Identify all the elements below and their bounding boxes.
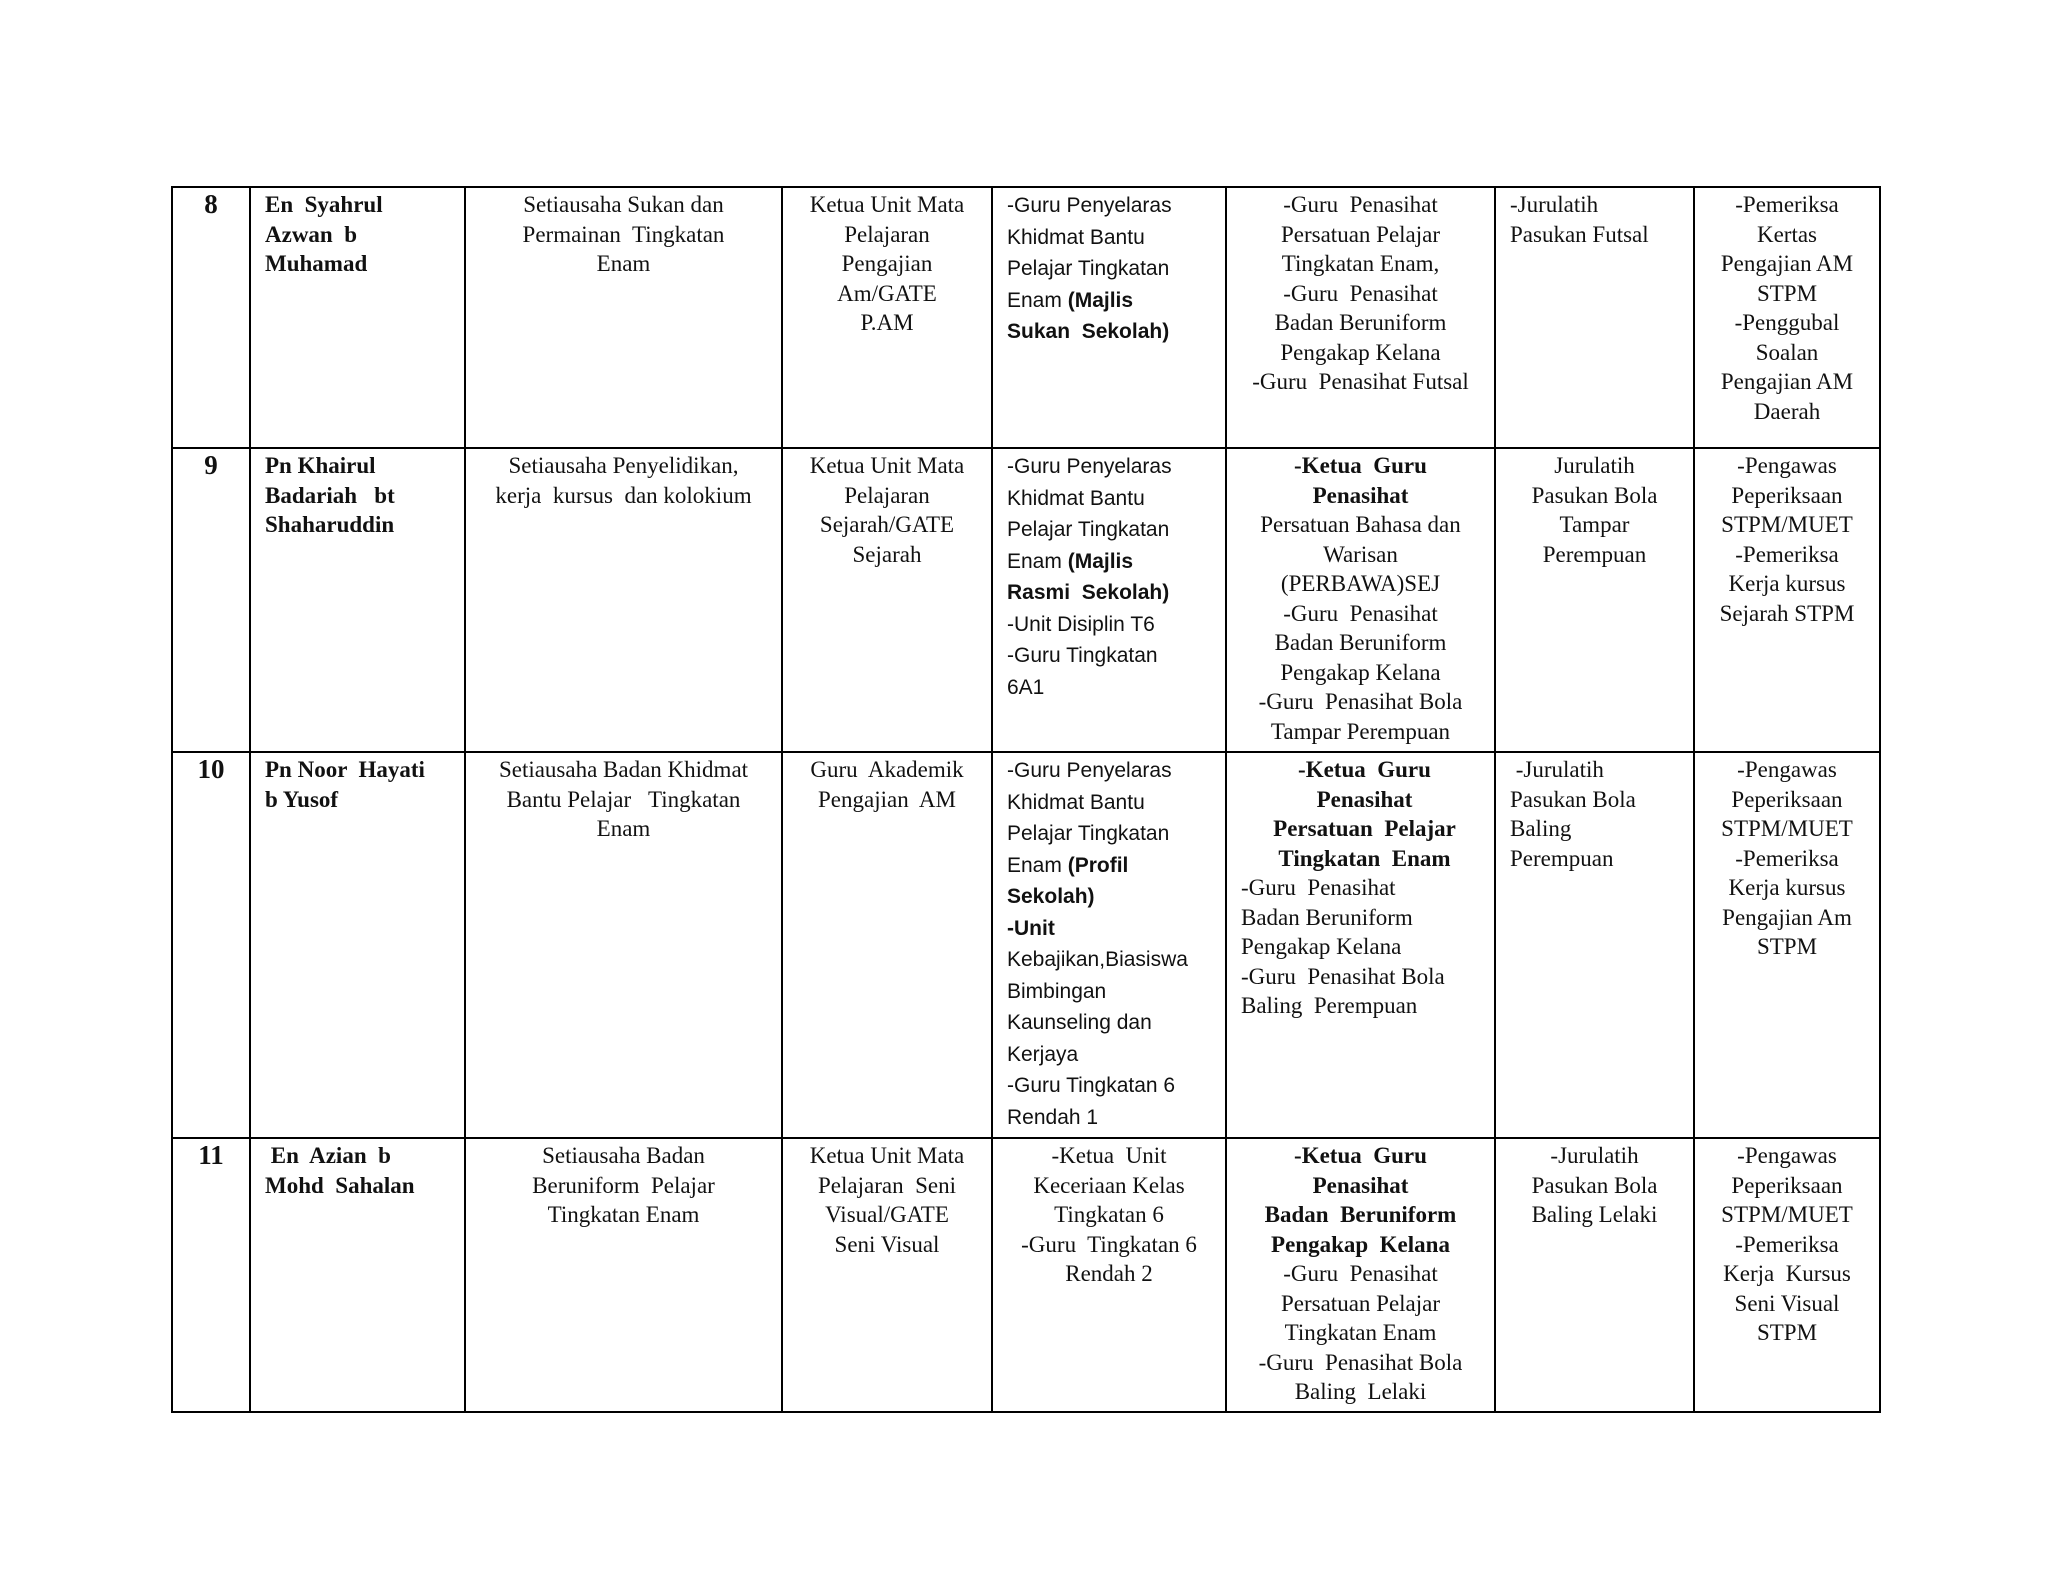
cell-line <box>1233 717 1488 747</box>
coach-role <box>1495 187 1694 448</box>
cell-line <box>1007 483 1219 515</box>
teacher-name <box>250 187 465 448</box>
cell-line: Peperiksaan <box>1731 1172 1843 1198</box>
cell-text: Kaunseling dan <box>1007 1011 1152 1034</box>
cell-line: -Jurulatih <box>1550 1143 1639 1168</box>
table-row <box>172 752 1880 1138</box>
cell-text: Tampar Perempuan <box>1270 718 1451 744</box>
cell-line <box>1007 1039 1219 1071</box>
cell-line: Ketua Unit Mata <box>809 192 965 217</box>
cell-line: STPM/MUET <box>1721 1202 1853 1227</box>
cell-text-bold: (Majlis <box>1067 288 1134 312</box>
cell-text: Pelajar Tingkatan <box>1007 257 1170 280</box>
cell-line <box>1233 599 1488 629</box>
teacher-name <box>250 752 465 1138</box>
cell-line: Beruniform Pelajar <box>532 1172 715 1198</box>
cell-line: Pn Khairul <box>265 453 376 478</box>
cell-line <box>1241 814 1488 844</box>
cell-line <box>1233 1377 1488 1407</box>
cell-line <box>1007 316 1219 348</box>
cell-text: Tingkatan Enam <box>1284 1320 1437 1345</box>
cell-line <box>1007 672 1219 704</box>
cell-text-bold: Penasihat <box>1312 482 1409 508</box>
cell-text: Badan Beruniform <box>1241 904 1413 930</box>
cell-text: Bimbingan <box>1007 979 1107 1003</box>
cell-line <box>1007 609 1219 641</box>
cell-text-bold: Tingkatan Enam <box>1278 845 1451 871</box>
cell-line <box>999 1230 1219 1260</box>
cell-line: Jurulatih <box>1554 453 1635 478</box>
cell-line: Daerah <box>1753 398 1821 424</box>
cell-line: Pengajian <box>841 251 933 276</box>
cell-line <box>1007 577 1219 609</box>
advisor-role <box>1226 187 1495 448</box>
cell-text-bold: -Unit <box>1007 916 1055 940</box>
cell-text: Pelajar Tingkatan <box>1007 822 1170 845</box>
cell-line <box>1007 787 1219 819</box>
cell-line <box>1007 222 1219 254</box>
cell-text: Baling Perempuan <box>1241 993 1418 1018</box>
cell-text: -Guru Penasihat Bola <box>1258 1349 1463 1375</box>
cell-line: Setiausaha Sukan dan <box>523 192 724 217</box>
cell-line: Perempuan <box>1510 845 1614 871</box>
cell-text: Pengakap Kelana <box>1280 339 1441 365</box>
cell-line: Setiausaha Penyelidikan, <box>508 453 739 478</box>
cell-line: Enam <box>596 251 651 276</box>
coordinator-role <box>992 448 1226 752</box>
cell-line <box>1233 451 1488 481</box>
row-number: 10 <box>172 752 250 1138</box>
cell-text: -Guru Penasihat Futsal <box>1252 369 1469 394</box>
cell-line: En Syahrul <box>265 192 383 217</box>
cell-line <box>1241 991 1488 1021</box>
cell-text-bold: Sekolah) <box>1007 885 1095 908</box>
cell-line: Shaharuddin <box>265 512 395 537</box>
cell-line <box>1233 687 1488 717</box>
cell-line: Setiausaha Badan <box>542 1143 705 1168</box>
cell-text: -Guru Penasihat <box>1283 1261 1438 1286</box>
cell-line <box>1233 1318 1488 1348</box>
cell-line <box>1233 628 1488 658</box>
cell-line: Azwan b <box>265 221 358 247</box>
cell-line: Pengajian AM <box>818 786 956 812</box>
cell-text: Persatuan Pelajar <box>1280 1290 1441 1316</box>
cell-line: Kerja Kursus <box>1723 1261 1851 1286</box>
cell-line: Enam <box>596 816 651 841</box>
cell-line: Tampar <box>1559 512 1630 537</box>
cell-line <box>1241 932 1488 962</box>
cell-text-bold: -Ketua Guru <box>1294 453 1427 478</box>
cell-line <box>1233 1259 1488 1289</box>
cell-line <box>999 1259 1219 1289</box>
cell-line: STPM <box>1756 280 1818 306</box>
cell-text: Enam <box>1007 288 1068 312</box>
cell-line <box>1007 944 1219 976</box>
cell-line <box>1007 976 1219 1008</box>
exam-role <box>1694 752 1880 1138</box>
cell-line: Badariah bt <box>265 482 395 508</box>
cell-line: Pengajian AM <box>1720 369 1854 394</box>
cell-line <box>1233 1141 1488 1171</box>
cell-text: Khidmat Bantu <box>1007 225 1145 249</box>
cell-text-bold: -Ketua Guru <box>1294 1143 1427 1168</box>
cell-line <box>1007 451 1219 483</box>
cell-text-bold: (Profil <box>1067 853 1129 877</box>
cell-text: -Guru Penasihat <box>1283 600 1438 626</box>
cell-line <box>1241 785 1488 815</box>
cell-line <box>1233 279 1488 309</box>
cell-text-bold: Penasihat <box>1312 1172 1409 1198</box>
secretary-role <box>465 448 782 752</box>
cell-line <box>1007 818 1219 850</box>
coordinator-role <box>992 752 1226 1138</box>
duty-table <box>171 186 1881 1413</box>
cell-line <box>1233 338 1488 368</box>
cell-line: Kerja kursus <box>1728 571 1846 596</box>
cell-text: -Unit Disiplin T6 <box>1007 612 1155 636</box>
cell-line: Baling Lelaki <box>1531 1202 1658 1227</box>
coach-role <box>1495 448 1694 752</box>
subject-unit-role <box>782 187 992 448</box>
table-row <box>172 187 1880 448</box>
cell-line <box>1241 844 1488 874</box>
cell-line <box>1007 514 1219 546</box>
cell-line <box>1241 903 1488 933</box>
cell-line: Tingkatan Enam <box>547 1202 700 1227</box>
cell-line <box>1007 1070 1219 1102</box>
cell-line: Kerja kursus <box>1728 875 1846 900</box>
cell-line: STPM <box>1756 934 1818 959</box>
coordinator-role <box>992 187 1226 448</box>
cell-text: -Guru Tingkatan <box>1007 644 1158 667</box>
cell-text: Rendah 2 <box>1065 1261 1153 1286</box>
cell-line: Pelajaran <box>844 482 930 508</box>
cell-text: -Guru Penyelaras <box>1007 759 1172 782</box>
cell-text: -Guru Penasihat <box>1241 875 1396 900</box>
cell-text: -Guru Penyelaras <box>1007 455 1172 478</box>
teacher-name <box>250 448 465 752</box>
cell-line: Peperiksaan <box>1731 482 1843 508</box>
advisor-role <box>1226 448 1495 752</box>
cell-line <box>1233 658 1488 688</box>
subject-unit-role <box>782 448 992 752</box>
cell-line: -Pemeriksa <box>1735 1231 1839 1257</box>
cell-line: Ketua Unit Mata <box>809 453 965 478</box>
cell-line: Pn Noor Hayati <box>265 757 425 782</box>
cell-line <box>1007 1102 1219 1134</box>
cell-text: Pengakap Kelana <box>1280 659 1441 685</box>
cell-line: Pasukan Futsal <box>1510 221 1649 247</box>
cell-line <box>999 1171 1219 1201</box>
cell-line <box>1233 1230 1488 1260</box>
cell-line: -Jurulatih <box>1510 757 1604 782</box>
cell-line: STPM <box>1756 1320 1818 1345</box>
cell-line: Pasukan Bola <box>1531 1172 1658 1198</box>
cell-line: Pelajaran <box>844 221 930 247</box>
cell-text-bold: Persatuan Pelajar <box>1273 816 1456 841</box>
cell-text-bold: Badan Beruniform <box>1264 1202 1457 1227</box>
cell-line <box>1233 540 1488 570</box>
coach-role <box>1495 752 1694 1138</box>
cell-line: Sejarah/GATE <box>819 512 955 537</box>
cell-line: -Pengawas <box>1737 1143 1837 1168</box>
cell-line: Peperiksaan <box>1731 786 1843 812</box>
cell-text: Baling Lelaki <box>1294 1379 1427 1404</box>
cell-text: Enam <box>1007 853 1068 877</box>
cell-line <box>1007 850 1219 882</box>
cell-text: -Ketua Unit <box>1051 1143 1167 1168</box>
cell-text: Kerjaya <box>1007 1042 1079 1066</box>
cell-text: -Guru Tingkatan 6 <box>1007 1074 1176 1097</box>
cell-line: P.AM <box>860 310 914 335</box>
cell-line: Pengajian Am <box>1722 904 1852 930</box>
cell-line: -Penggubal <box>1734 310 1840 335</box>
cell-line <box>1233 481 1488 511</box>
cell-line <box>1007 640 1219 672</box>
cell-line: -Pemeriksa <box>1735 192 1839 217</box>
row-number: 9 <box>172 448 250 752</box>
cell-line <box>1007 881 1219 913</box>
coach-role <box>1495 1138 1694 1412</box>
cell-line: Soalan <box>1755 339 1819 365</box>
cell-line: Bantu Pelajar Tingkatan <box>506 786 741 812</box>
cell-line <box>1233 1289 1488 1319</box>
cell-line <box>1233 220 1488 250</box>
cell-line <box>1233 367 1488 397</box>
cell-line <box>1007 546 1219 578</box>
cell-text: -Guru Tingkatan 6 <box>1021 1231 1197 1257</box>
table-row <box>172 1138 1880 1412</box>
cell-text: Kebajikan,Biasiswa <box>1007 948 1188 971</box>
cell-line: Perempuan <box>1542 541 1647 567</box>
cell-line: Ketua Unit Mata <box>809 1143 965 1168</box>
cell-line: -Jurulatih <box>1510 192 1599 217</box>
advisor-role <box>1226 1138 1495 1412</box>
cell-text: Keceriaan Kelas <box>1033 1172 1185 1198</box>
cell-line <box>1007 1007 1219 1039</box>
cell-line: Mohd Sahalan <box>265 1172 415 1198</box>
cell-line: Am/GATE <box>837 280 937 306</box>
subject-unit-role <box>782 1138 992 1412</box>
cell-line: -Pemeriksa <box>1735 541 1839 567</box>
exam-role <box>1694 187 1880 448</box>
row-number: 11 <box>172 1138 250 1412</box>
teacher-name <box>250 1138 465 1412</box>
secretary-role <box>465 752 782 1138</box>
cell-text: -Guru Penyelaras <box>1007 194 1172 217</box>
coordinator-role <box>992 1138 1226 1412</box>
cell-text-bold: (Majlis <box>1067 549 1134 573</box>
cell-text: (PERBAWA)SEJ <box>1280 571 1441 596</box>
cell-text: Khidmat Bantu <box>1007 486 1145 510</box>
cell-line: Visual/GATE <box>825 1202 949 1227</box>
cell-text: 6A1 <box>1007 675 1045 699</box>
cell-line: Pengajian AM <box>1720 251 1854 276</box>
cell-text: Rendah 1 <box>1007 1105 1099 1129</box>
cell-line <box>1007 253 1219 285</box>
cell-text: -Guru Penasihat Bola <box>1241 963 1445 989</box>
advisor-role <box>1226 752 1495 1138</box>
cell-text: Persatuan Pelajar <box>1280 221 1441 247</box>
cell-line <box>1233 1171 1488 1201</box>
cell-line: Setiausaha Badan Khidmat <box>498 757 749 782</box>
row-number: 8 <box>172 187 250 448</box>
cell-line <box>1233 1348 1488 1378</box>
cell-text: -Guru Penasihat <box>1283 192 1438 217</box>
cell-text: Khidmat Bantu <box>1007 790 1145 814</box>
table-row <box>172 448 1880 752</box>
cell-line <box>1233 249 1488 279</box>
cell-line: Sejarah STPM <box>1719 600 1855 626</box>
cell-line: Pasukan Bola <box>1510 786 1636 812</box>
cell-text: Badan Beruniform <box>1274 310 1447 335</box>
cell-text: -Guru Penasihat Bola <box>1258 689 1463 714</box>
cell-text: Warisan <box>1323 541 1398 567</box>
cell-line <box>1233 510 1488 540</box>
cell-text-bold: Pengakap Kelana <box>1271 1231 1450 1257</box>
cell-line <box>1241 873 1488 903</box>
exam-role <box>1694 1138 1880 1412</box>
subject-unit-role <box>782 752 992 1138</box>
exam-role <box>1694 448 1880 752</box>
cell-text: Badan Beruniform <box>1274 630 1447 655</box>
cell-line <box>1241 962 1488 992</box>
cell-text-bold: Penasihat <box>1316 786 1413 812</box>
cell-line <box>1007 285 1219 317</box>
cell-line <box>1233 190 1488 220</box>
cell-line: STPM/MUET <box>1721 816 1853 841</box>
cell-text: Tingkatan Enam, <box>1281 251 1440 276</box>
cell-line <box>1007 755 1219 787</box>
cell-line: Baling <box>1510 816 1572 841</box>
cell-line: Seni Visual <box>1734 1290 1840 1316</box>
cell-line: Seni Visual <box>834 1231 940 1257</box>
cell-line: -Pemeriksa <box>1735 845 1839 871</box>
cell-line <box>1233 569 1488 599</box>
cell-line: Guru Akademik <box>810 757 964 782</box>
cell-line: -Pengawas <box>1737 453 1837 478</box>
cell-line <box>1233 308 1488 338</box>
cell-text: Enam <box>1007 549 1068 573</box>
cell-text-bold: Sukan Sekolah) <box>1007 320 1170 343</box>
cell-line <box>999 1200 1219 1230</box>
cell-line: Pasukan Bola <box>1531 482 1658 508</box>
cell-text-bold: -Ketua Guru <box>1298 757 1431 782</box>
cell-line <box>1241 755 1488 785</box>
cell-text: Tingkatan 6 <box>1054 1202 1164 1227</box>
cell-line: Muhamad <box>265 251 368 276</box>
cell-line <box>1233 1200 1488 1230</box>
cell-line: STPM/MUET <box>1721 512 1853 537</box>
cell-line: Pelajaran Seni <box>818 1172 956 1198</box>
cell-text: Pengakap Kelana <box>1241 934 1402 959</box>
cell-line <box>1007 913 1219 945</box>
cell-line: Permainan Tingkatan <box>522 221 725 247</box>
cell-line: Kertas <box>1756 221 1818 247</box>
cell-line <box>999 1141 1219 1171</box>
cell-line: Sejarah <box>852 541 922 567</box>
cell-line <box>1007 190 1219 222</box>
secretary-role <box>465 187 782 448</box>
cell-text: Pelajar Tingkatan <box>1007 518 1170 541</box>
cell-text: -Guru Penasihat <box>1283 280 1438 306</box>
cell-line: kerja kursus dan kolokium <box>495 482 752 508</box>
cell-text-bold: Rasmi Sekolah) <box>1007 581 1170 604</box>
secretary-role <box>465 1138 782 1412</box>
cell-line: -Pengawas <box>1737 757 1837 782</box>
cell-line: b Yusof <box>265 786 339 812</box>
cell-line: En Azian b <box>265 1143 391 1168</box>
cell-text: Persatuan Bahasa dan <box>1260 512 1461 537</box>
